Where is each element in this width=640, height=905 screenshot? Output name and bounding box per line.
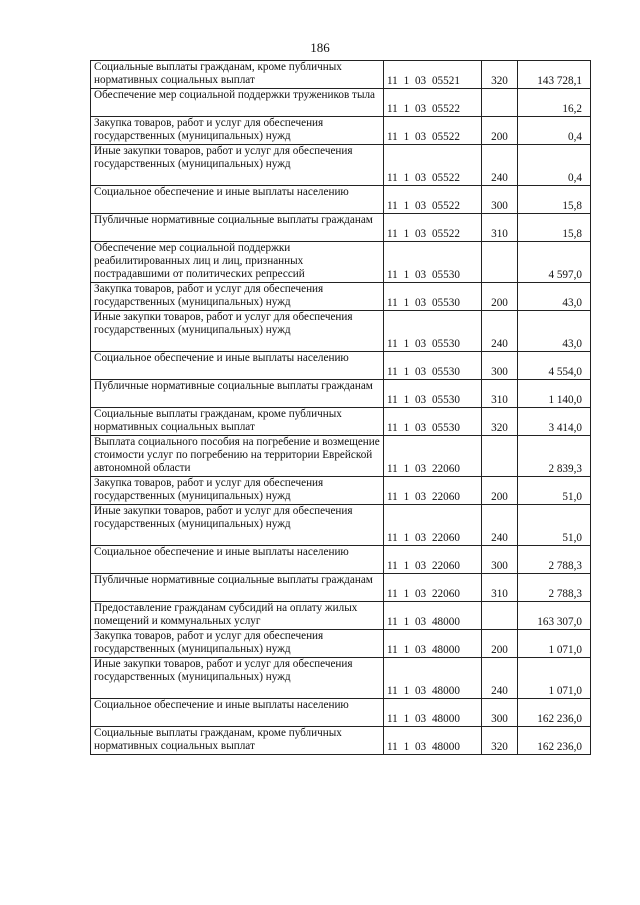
row-amount-text: 4 554,0 (548, 366, 582, 378)
row-expense-type-cell (482, 630, 518, 658)
table-row (91, 630, 591, 658)
row-name-text: Социальные выплаты гражданам, кроме публичных нормативных социальных выплат (94, 727, 342, 752)
row-code-text: 11 1 03 22060 (387, 532, 460, 544)
row-amount-text: 143 728,1 (537, 75, 582, 87)
row-expense-type-text: 240 (491, 338, 508, 350)
row-code-text: 11 1 03 05530 (387, 269, 460, 281)
row-name-cell (91, 699, 384, 727)
row-name-text: Выплата социального пособия на погребение и возмещение стоимости услуг по погребению на территории Еврейской автономной области (94, 436, 380, 474)
row-amount-cell (518, 574, 591, 602)
row-code-cell (384, 546, 482, 574)
row-code-text: 11 1 03 05522 (387, 200, 460, 212)
row-expense-type-text: 200 (491, 297, 508, 309)
row-code-cell (384, 477, 482, 505)
row-name-cell (91, 505, 384, 546)
row-expense-type-text: 200 (491, 131, 508, 143)
row-name-cell (91, 352, 384, 380)
table-row (91, 658, 591, 699)
row-code-text: 11 1 03 48000 (387, 644, 460, 656)
row-name-text: Иные закупки товаров, работ и услуг для обеспечения государственных (муниципальных) нужд (94, 145, 353, 170)
row-code-text: 11 1 03 22060 (387, 491, 460, 503)
row-expense-type-cell (482, 214, 518, 242)
row-expense-type-cell (482, 283, 518, 311)
row-code-text: 11 1 03 05530 (387, 297, 460, 309)
row-amount-text: 2 839,3 (548, 463, 582, 475)
table-row (91, 214, 591, 242)
row-amount-text: 1 071,0 (548, 685, 582, 697)
table-row (91, 283, 591, 311)
row-expense-type-text: 300 (491, 713, 508, 725)
table-row (91, 408, 591, 436)
row-amount-text: 15,8 (562, 200, 582, 212)
row-expense-type-cell (482, 117, 518, 145)
row-name-cell (91, 242, 384, 283)
row-amount-text: 51,0 (562, 532, 582, 544)
row-code-text: 11 1 03 48000 (387, 616, 460, 628)
row-code-cell (384, 574, 482, 602)
table-row (91, 574, 591, 602)
row-name-cell (91, 214, 384, 242)
row-name-cell (91, 477, 384, 505)
row-code-text: 11 1 03 05521 (387, 75, 460, 87)
row-amount-text: 1 140,0 (548, 394, 582, 406)
table-row (91, 61, 591, 89)
row-expense-type-cell (482, 352, 518, 380)
row-code-text: 11 1 03 48000 (387, 741, 460, 753)
row-amount-cell (518, 380, 591, 408)
row-expense-type-text: 240 (491, 685, 508, 697)
row-name-text: Социальное обеспечение и иные выплаты населению (94, 352, 349, 364)
row-expense-type-text: 200 (491, 491, 508, 503)
row-amount-cell (518, 89, 591, 117)
row-expense-type-cell (482, 699, 518, 727)
row-name-text: Социальное обеспечение и иные выплаты населению (94, 546, 349, 558)
row-amount-text: 2 788,3 (548, 560, 582, 572)
row-amount-cell (518, 408, 591, 436)
row-expense-type-text: 300 (491, 560, 508, 572)
row-expense-type-cell (482, 380, 518, 408)
row-amount-text: 51,0 (562, 491, 582, 503)
row-expense-type-cell (482, 658, 518, 699)
row-name-cell (91, 117, 384, 145)
row-amount-cell (518, 546, 591, 574)
row-name-text: Иные закупки товаров, работ и услуг для обеспечения государственных (муниципальных) нужд (94, 311, 353, 336)
row-name-text: Предоставление гражданам субсидий на оплату жилых помещений и коммунальных услуг (94, 602, 358, 627)
row-amount-cell (518, 658, 591, 699)
row-name-cell (91, 630, 384, 658)
row-expense-type-text: 320 (491, 741, 508, 753)
row-amount-cell (518, 242, 591, 283)
row-amount-text: 162 236,0 (537, 713, 582, 725)
row-code-text: 11 1 03 05530 (387, 338, 460, 350)
row-name-cell (91, 602, 384, 630)
table-row (91, 145, 591, 186)
row-expense-type-text: 300 (491, 200, 508, 212)
row-name-text: Социальные выплаты гражданам, кроме публичных нормативных социальных выплат (94, 61, 342, 86)
row-code-cell (384, 145, 482, 186)
row-code-text: 11 1 03 05522 (387, 103, 460, 115)
table-row (91, 352, 591, 380)
row-name-text: Иные закупки товаров, работ и услуг для обеспечения государственных (муниципальных) нужд (94, 658, 353, 683)
row-amount-cell (518, 699, 591, 727)
row-code-cell (384, 436, 482, 477)
row-amount-text: 43,0 (562, 297, 582, 309)
row-expense-type-cell (482, 602, 518, 630)
row-code-cell (384, 699, 482, 727)
row-expense-type-cell (482, 311, 518, 352)
row-amount-cell (518, 186, 591, 214)
table-row (91, 186, 591, 214)
row-code-text: 11 1 03 48000 (387, 685, 460, 697)
row-amount-text: 2 788,3 (548, 588, 582, 600)
row-name-text: Социальное обеспечение и иные выплаты населению (94, 186, 349, 198)
row-name-cell (91, 727, 384, 755)
table-row (91, 477, 591, 505)
row-expense-type-text: 310 (491, 588, 508, 600)
row-expense-type-text: 310 (491, 394, 508, 406)
row-name-text: Закупка товаров, работ и услуг для обеспечения государственных (муниципальных) нужд (94, 283, 324, 308)
row-code-cell (384, 283, 482, 311)
row-amount-cell (518, 117, 591, 145)
row-code-text: 11 1 03 22060 (387, 463, 460, 475)
row-amount-text: 163 307,0 (537, 616, 582, 628)
row-name-text: Закупка товаров, работ и услуг для обеспечения государственных (муниципальных) нужд (94, 477, 324, 502)
row-name-text: Публичные нормативные социальные выплаты гражданам (94, 214, 373, 226)
row-code-cell (384, 602, 482, 630)
row-expense-type-text: 240 (491, 532, 508, 544)
row-code-cell (384, 89, 482, 117)
row-code-text: 11 1 03 05522 (387, 228, 460, 240)
row-amount-text: 16,2 (562, 103, 582, 115)
row-code-text: 11 1 03 05522 (387, 131, 460, 143)
row-name-text: Публичные нормативные социальные выплаты гражданам (94, 574, 373, 586)
table-row (91, 505, 591, 546)
row-amount-cell (518, 436, 591, 477)
row-name-cell (91, 436, 384, 477)
row-expense-type-cell (482, 89, 518, 117)
row-name-text: Социальные выплаты гражданам, кроме публичных нормативных социальных выплат (94, 408, 342, 433)
row-code-cell (384, 630, 482, 658)
row-name-cell (91, 658, 384, 699)
row-code-cell (384, 380, 482, 408)
row-name-text: Публичные нормативные социальные выплаты гражданам (94, 380, 373, 392)
table-row (91, 242, 591, 283)
row-amount-text: 43,0 (562, 338, 582, 350)
row-code-cell (384, 658, 482, 699)
row-expense-type-cell (482, 574, 518, 602)
row-code-text: 11 1 03 48000 (387, 713, 460, 725)
row-amount-cell (518, 602, 591, 630)
row-code-text: 11 1 03 05530 (387, 394, 460, 406)
row-expense-type-cell (482, 727, 518, 755)
row-name-text: Закупка товаров, работ и услуг для обеспечения государственных (муниципальных) нужд (94, 630, 324, 655)
row-amount-cell (518, 630, 591, 658)
table-row (91, 117, 591, 145)
table-row (91, 380, 591, 408)
table-row (91, 699, 591, 727)
budget-table (90, 60, 591, 755)
row-expense-type-text: 320 (491, 75, 508, 87)
row-name-cell (91, 546, 384, 574)
row-name-text: Закупка товаров, работ и услуг для обеспечения государственных (муниципальных) нужд (94, 117, 324, 142)
row-name-cell (91, 61, 384, 89)
table-row (91, 727, 591, 755)
row-code-cell (384, 727, 482, 755)
row-amount-text: 0,4 (568, 131, 582, 143)
row-expense-type-text: 320 (491, 422, 508, 434)
row-name-cell (91, 408, 384, 436)
row-code-cell (384, 311, 482, 352)
row-name-text: Социальное обеспечение и иные выплаты населению (94, 699, 349, 711)
table-row (91, 436, 591, 477)
row-name-cell (91, 145, 384, 186)
row-amount-text: 1 071,0 (548, 644, 582, 656)
row-expense-type-text: 200 (491, 644, 508, 656)
row-code-cell (384, 214, 482, 242)
row-name-cell (91, 89, 384, 117)
row-amount-text: 162 236,0 (537, 741, 582, 753)
row-name-cell (91, 186, 384, 214)
row-amount-text: 0,4 (568, 172, 582, 184)
row-expense-type-cell (482, 546, 518, 574)
row-code-cell (384, 352, 482, 380)
row-expense-type-cell (482, 186, 518, 214)
row-code-cell (384, 408, 482, 436)
row-name-cell (91, 380, 384, 408)
row-code-cell (384, 505, 482, 546)
row-expense-type-cell (482, 145, 518, 186)
row-name-cell (91, 283, 384, 311)
row-code-cell (384, 117, 482, 145)
row-expense-type-cell (482, 408, 518, 436)
table-row (91, 89, 591, 117)
row-code-text: 11 1 03 05530 (387, 366, 460, 378)
row-amount-text: 3 414,0 (548, 422, 582, 434)
row-expense-type-text: 300 (491, 366, 508, 378)
row-code-text: 11 1 03 22060 (387, 588, 460, 600)
row-amount-cell (518, 214, 591, 242)
row-amount-cell (518, 283, 591, 311)
table-row (91, 311, 591, 352)
row-amount-cell (518, 61, 591, 89)
row-expense-type-cell (482, 477, 518, 505)
row-expense-type-cell (482, 242, 518, 283)
row-amount-cell (518, 145, 591, 186)
row-name-cell (91, 574, 384, 602)
row-amount-cell (518, 311, 591, 352)
row-name-cell (91, 311, 384, 352)
row-code-cell (384, 242, 482, 283)
row-expense-type-text: 310 (491, 228, 508, 240)
row-expense-type-cell (482, 505, 518, 546)
row-expense-type-cell (482, 61, 518, 89)
row-amount-cell (518, 505, 591, 546)
row-expense-type-text: 240 (491, 172, 508, 184)
row-name-text: Обеспечение мер социальной поддержки тружеников тыла (94, 89, 376, 101)
row-expense-type-cell (482, 436, 518, 477)
row-code-text: 11 1 03 05530 (387, 422, 460, 434)
row-name-text: Обеспечение мер социальной поддержки реабилитированных лиц и лиц, признанных пострадавшими от политических репрессий (94, 242, 305, 280)
table-row (91, 602, 591, 630)
page-number: 186 (310, 40, 330, 55)
row-name-text: Иные закупки товаров, работ и услуг для обеспечения государственных (муниципальных) нужд (94, 505, 353, 530)
row-amount-text: 15,8 (562, 228, 582, 240)
row-code-cell (384, 186, 482, 214)
row-amount-cell (518, 727, 591, 755)
row-code-text: 11 1 03 05522 (387, 172, 460, 184)
row-code-cell (384, 61, 482, 89)
row-amount-cell (518, 352, 591, 380)
row-code-text: 11 1 03 22060 (387, 560, 460, 572)
row-amount-text: 4 597,0 (548, 269, 582, 281)
table-row (91, 546, 591, 574)
row-amount-cell (518, 477, 591, 505)
